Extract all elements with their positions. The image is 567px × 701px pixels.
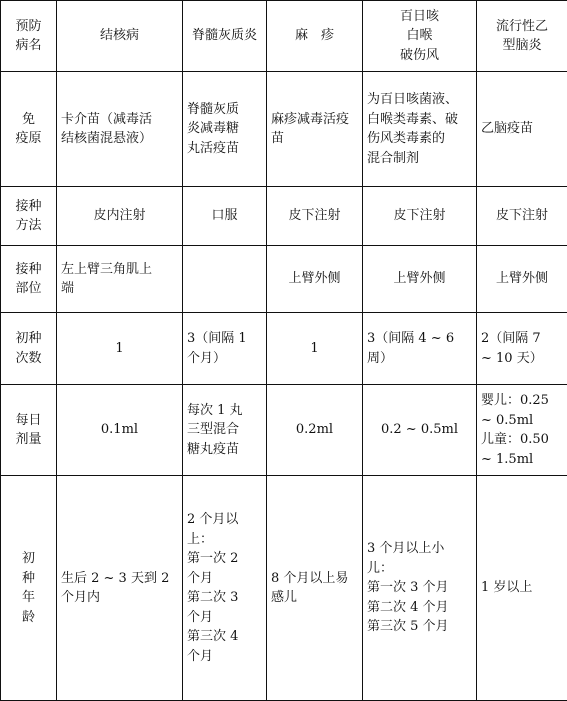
table-cell: 每次 1 丸 三型混合 糖丸疫苗 xyxy=(183,385,267,476)
table-cell: 为百日咳菌液、 白喉类毒素、破 伤风类毒素的 混合制剂 xyxy=(363,72,477,187)
table-cell: 上臂外侧 xyxy=(363,246,477,313)
table-cell: 8 个月以上易 感儿 xyxy=(267,476,363,701)
table-cell: 麻疹减毒活疫 苗 xyxy=(267,72,363,187)
table-cell: 1 岁以上 xyxy=(477,476,567,701)
header-cell: 流行性乙 型脑炎 xyxy=(477,1,567,72)
table-cell: 乙脑疫苗 xyxy=(477,72,567,187)
table-row xyxy=(1,246,567,313)
table-cell: 皮下注射 xyxy=(267,187,363,246)
row-label: 接种 部位 xyxy=(1,246,57,313)
table-row xyxy=(1,313,567,385)
table-cell: 脊髓灰质 炎减毒糖 丸活疫苗 xyxy=(183,72,267,187)
table-cell: 0.2ml xyxy=(267,385,363,476)
table-cell: 卡介苗（减毒活 结核菌混悬液） xyxy=(57,72,183,187)
row-label: 初种 次数 xyxy=(1,313,57,385)
table-cell: 上臂外侧 xyxy=(267,246,363,313)
table-cell: 3（间隔 4 ~ 6 周） xyxy=(363,313,477,385)
table-cell: 2（间隔 7 ~ 10 天） xyxy=(477,313,567,385)
header-cell: 结核病 xyxy=(57,1,183,72)
table-cell: 皮内注射 xyxy=(57,187,183,246)
table-cell: 1 xyxy=(57,313,183,385)
table-row xyxy=(1,187,567,246)
header-cell: 麻 疹 xyxy=(267,1,363,72)
header-cell: 百日咳 白喉 破伤风 xyxy=(363,1,477,72)
table-cell: 3（间隔 1 个月） xyxy=(183,313,267,385)
header-cell: 预防 病名 xyxy=(1,1,57,72)
table-cell: 口服 xyxy=(183,187,267,246)
row-label: 接种 方法 xyxy=(1,187,57,246)
table-cell: 生后 2 ~ 3 天到 2 个月内 xyxy=(57,476,183,701)
row-label: 免 疫原 xyxy=(1,72,57,187)
table-cell xyxy=(183,246,267,313)
row-label: 初 种 年 龄 xyxy=(1,476,57,701)
table-cell: 上臂外侧 xyxy=(477,246,567,313)
table-cell: 左上臂三角肌上 端 xyxy=(57,246,183,313)
header-row xyxy=(1,1,567,72)
table-cell: 2 个月以 上： 第一次 2 个月 第二次 3 个月 第三次 4 个月 xyxy=(183,476,267,701)
table-cell: 0.2 ~ 0.5ml xyxy=(363,385,477,476)
row-label: 每日 剂量 xyxy=(1,385,57,476)
table-cell: 皮下注射 xyxy=(477,187,567,246)
header-cell: 脊髓灰质炎 xyxy=(183,1,267,72)
table-cell: 0.1ml xyxy=(57,385,183,476)
table-cell: 1 xyxy=(267,313,363,385)
table-cell: 3 个月以上小 儿： 第一次 3 个月 第二次 4 个月 第三次 5 个月 xyxy=(363,476,477,701)
table-cell: 皮下注射 xyxy=(363,187,477,246)
table-row xyxy=(1,385,567,476)
table-cell: 婴儿：0.25 ~ 0.5ml 儿童：0.50 ~ 1.5ml xyxy=(477,385,567,476)
table-row xyxy=(1,72,567,187)
table-row xyxy=(1,476,567,701)
